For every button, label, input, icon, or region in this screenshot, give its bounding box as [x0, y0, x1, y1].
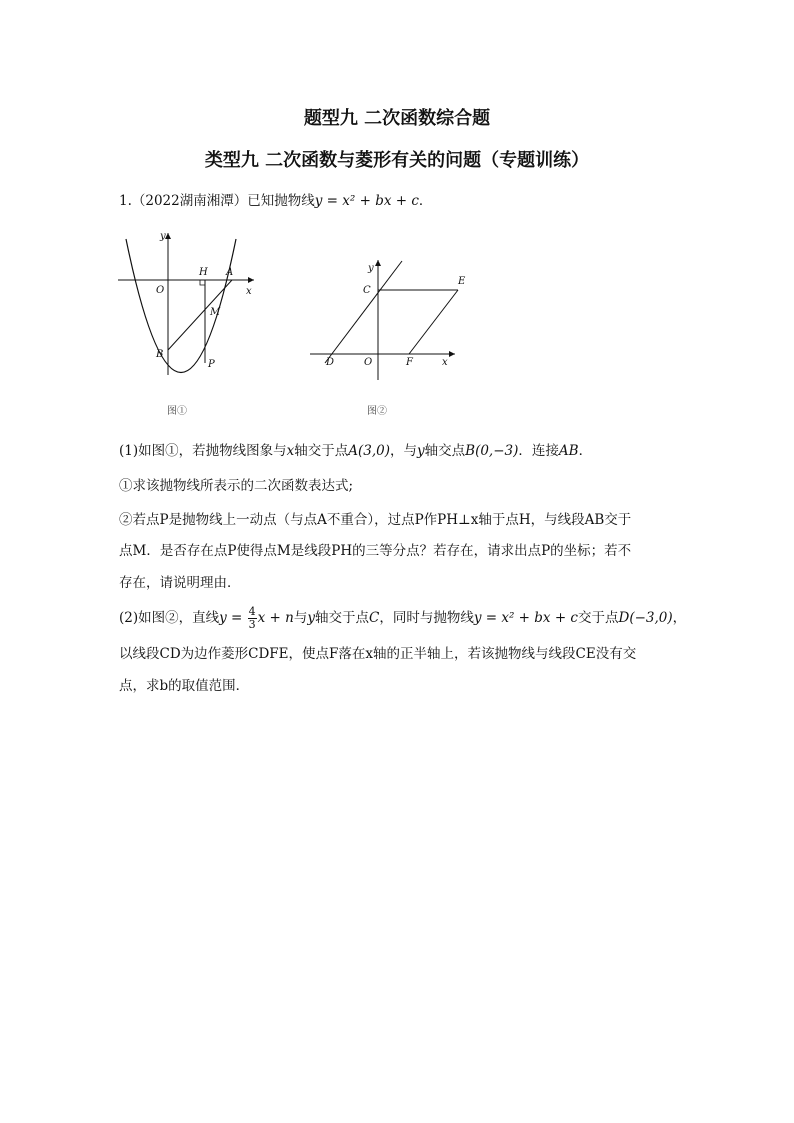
figure1-x-arrow-icon — [248, 277, 254, 283]
figure-2 — [305, 255, 470, 425]
parabola-equation: y = x² + bx + c — [314, 193, 419, 209]
figure1-label-h: H — [199, 267, 208, 278]
part1-text: (1)如图①，若抛物线图象与x轴交于点A(3,0)，与y轴交点B(0,−3)．连接AB． — [119, 443, 593, 459]
part2-line3: 点，求b的取值范围． — [119, 678, 250, 694]
figure2-label-x: x — [442, 357, 448, 368]
figure2-segment-ef — [409, 290, 458, 354]
figure2-label-o: O — [364, 357, 373, 368]
figure2-y-arrow-icon — [375, 260, 381, 266]
figure2-label-e: E — [458, 276, 466, 287]
figure1-y-arrow-icon — [165, 233, 171, 239]
part2-text: (2)如图②，直线y = $\frac{4}{3}$ x + n与y轴交于点C，同时与抛物线y = x² + bx + c交于点D(−3,0)， — [119, 605, 687, 631]
sub-question-2-line1: ②若点P是抛物线上一动点（与点A不重合），过点P作PH⊥x轴于点H，与线段AB交于 — [119, 512, 632, 528]
figure1-parabola — [126, 239, 236, 373]
page-title: 题型九 二次函数综合题 — [303, 108, 491, 129]
fraction-four-thirds: $\frac{4}{3}$ — [248, 605, 256, 631]
figure1-label-a: A — [226, 267, 234, 278]
point-a: A(3,0) — [348, 443, 391, 459]
figure2-caption: 图② — [367, 406, 387, 417]
figure2-x-arrow-icon — [449, 351, 455, 357]
figure1-caption: 图① — [167, 406, 187, 417]
sub-question-2-line3: 存在，请说明理由． — [119, 575, 241, 591]
figure2-label-c: C — [363, 285, 371, 296]
figure2-label-d: D — [326, 357, 335, 368]
figure1-right-angle — [200, 280, 205, 285]
figure2-label-f: F — [406, 357, 413, 368]
question-intro: 1.（2022湖南湘潭）已知抛物线y = x² + bx + c． — [119, 193, 433, 209]
figure1-label-y: y — [160, 231, 166, 242]
figure1-label-m: M — [210, 307, 221, 318]
sub-question-1: ①求该抛物线所表示的二次函数表达式; — [119, 478, 354, 494]
sub-question-2-line2: 点M．是否存在点P使得点M是线段PH的三等分点？若存在，请求出点P的坐标；若不 — [119, 543, 632, 559]
figure1-label-o: O — [156, 285, 165, 296]
figure2-label-y: y — [368, 263, 374, 274]
figure1-label-p: P — [208, 359, 215, 370]
figure2-line-dc — [325, 261, 402, 363]
figure1-label-b: B — [156, 349, 164, 360]
figure1-label-x: x — [246, 286, 252, 297]
point-d: D(−3,0) — [618, 610, 673, 626]
figure1-line-ab — [168, 280, 232, 350]
page-subtitle: 类型九 二次函数与菱形有关的问题（专题训练） — [204, 150, 590, 171]
figure-1 — [112, 225, 262, 425]
part2-line2: 以线段CD为边作菱形CDFE，使点F落在x轴的正半轴上，若该抛物线与线段CE没有交 — [119, 646, 637, 662]
point-b: B(0,−3) — [465, 443, 519, 459]
